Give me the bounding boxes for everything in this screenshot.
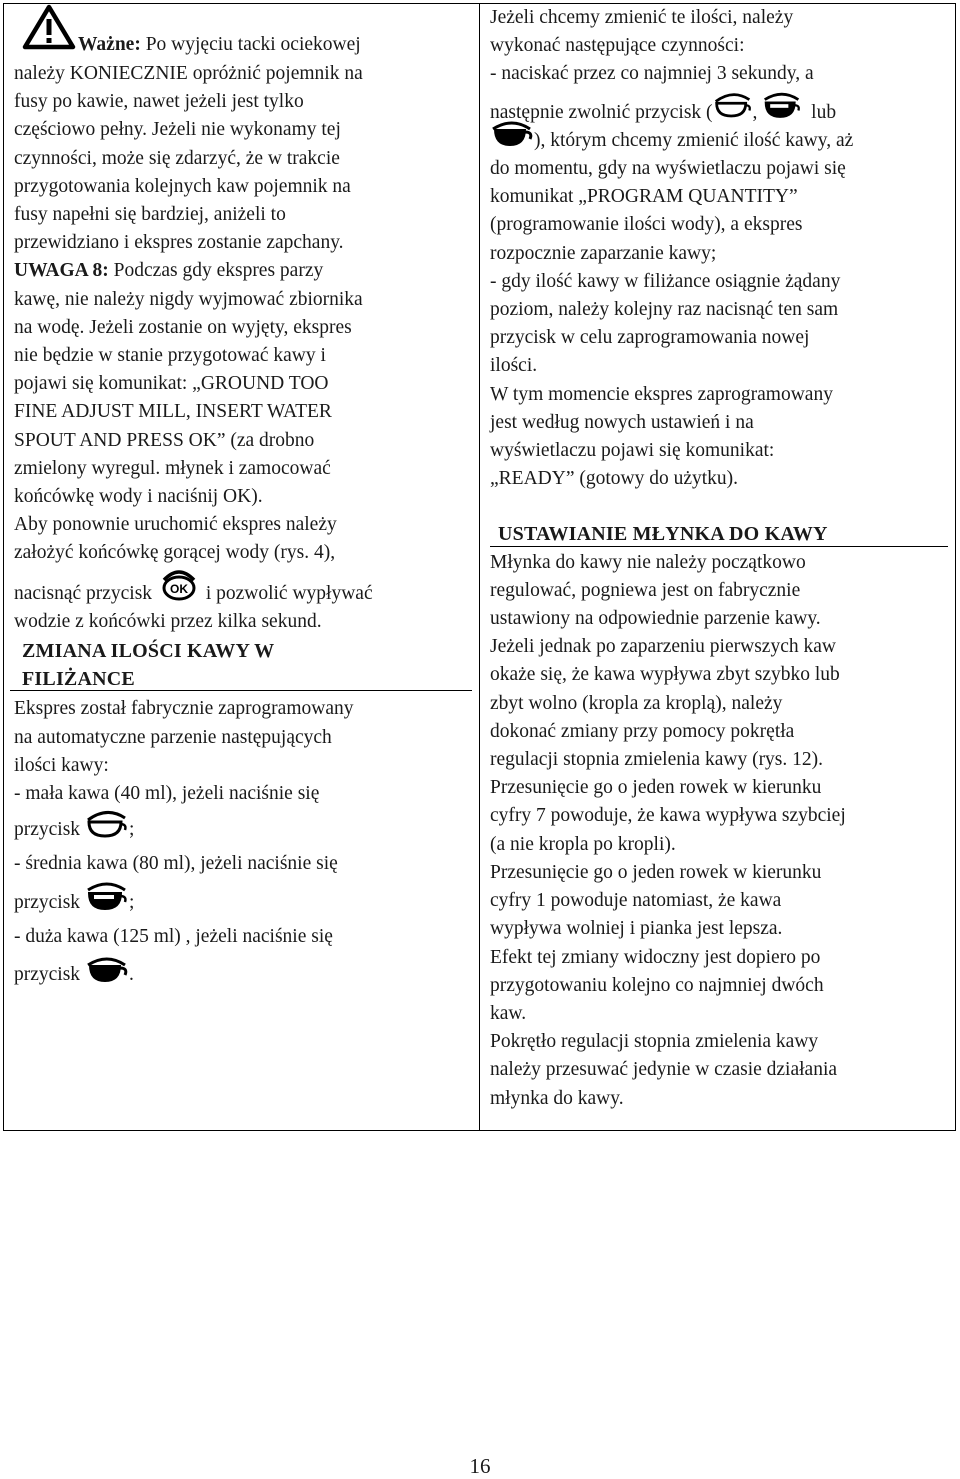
program-text: do momentu, gdy na wyświetlaczu pojawi się <box>490 158 846 180</box>
note-text: końcówkę wody i naciśnij OK). <box>14 486 263 508</box>
note-label: UWAGA 8: <box>14 260 109 282</box>
release-line-2: ), którym chcemy zmienić ilość kawy, aż <box>490 127 950 155</box>
ok-instruction-line-2: wodzie z końcówki przez kilka sekund. <box>14 610 322 632</box>
warning-triangle-icon <box>22 4 76 50</box>
note-first-line: UWAGA 8: Podczas gdy ekspres parzy <box>14 260 324 282</box>
release-line: następnie zwolnić przycisk ( , lub <box>490 99 950 127</box>
mill-text: Pokrętło regulacji stopnia zmielenia kawy <box>490 1031 819 1053</box>
quantity-text: ilości kawy: <box>14 754 109 776</box>
small-coffee-button-line: przycisk ; <box>14 816 472 844</box>
mill-text: Efekt tej zmiany widoczny jest dopiero po <box>490 946 821 968</box>
small-coffee-line: - mała kawa (40 ml), jeżeli naciśnie się <box>14 783 320 805</box>
large-coffee-button-line: przycisk . <box>14 961 472 989</box>
mill-text: zbyt wolno (kropla za kroplą), należy <box>490 692 783 714</box>
large-cup-icon <box>490 119 534 149</box>
mill-text: wypływa wolniej i pianka jest lepsza. <box>490 918 783 940</box>
large-cup-icon <box>85 955 129 985</box>
section-heading-mill: USTAWIANIE MŁYNKA DO KAWY <box>490 520 950 546</box>
medium-cup-icon <box>762 92 802 120</box>
program-text: W tym momencie ekspres zaprogramowany <box>490 383 833 405</box>
program-text: ilości. <box>490 355 538 377</box>
medium-coffee-line: - średnia kawa (80 ml), jeżeli naciśnie się <box>14 853 338 875</box>
ok-icon-text: OK <box>169 582 188 597</box>
left-column <box>14 4 472 989</box>
note-text: założyć końcówkę gorącej wody (rys. 4), <box>14 542 336 564</box>
small-cup-icon <box>85 810 129 840</box>
mill-text: ustawiony na odpowiednie parzenie kawy. <box>490 608 821 630</box>
section-heading-quantity: ZMIANA ILOŚCI KAWY W FILIŻANCE <box>14 637 472 691</box>
warning-first-line: Ważne: Po wyjęciu tacki ociekowej <box>78 34 361 55</box>
warning-text: fusy po kawie, nawet jeżeli jest tylko <box>14 91 304 113</box>
mill-text: Jeżeli jednak po zaparzeniu pierwszych kaw <box>490 636 836 658</box>
large-coffee-line: - duża kawa (125 ml) , jeżeli naciśnie się <box>14 925 333 947</box>
ok-instruction-line: nacisnąć przycisk OK i pozwolić wypływać <box>14 580 472 608</box>
medium-cup-icon <box>85 882 129 912</box>
program-text: (programowanie ilości wody), a ekspres <box>490 214 803 236</box>
note-text: nie będzie w stanie przygotować kawy i <box>14 345 326 367</box>
mill-text: cyfry 7 powoduje, że kawa wypływa szybciej <box>490 805 846 827</box>
intro-text: - naciskać przez co najmniej 3 sekundy, a <box>490 63 814 85</box>
note-text: SPOUT AND PRESS OK” (za drobno <box>14 429 315 451</box>
warning-text: przewidziano i ekspres zostanie zapchany. <box>14 232 344 254</box>
intro-text: wykonać następujące czynności: <box>490 35 745 57</box>
mill-text: (a nie kropla po kropli). <box>490 833 676 855</box>
right-column <box>490 4 950 1113</box>
mill-text: Młynka do kawy nie należy początkowo <box>490 551 806 573</box>
small-cup-icon <box>713 92 753 120</box>
mill-text: Przesunięcie go o jeden rowek w kierunku <box>490 861 822 883</box>
page-number: 16 <box>469 1454 491 1478</box>
ok-button-icon <box>159 570 199 604</box>
warning-text: częściowo pełny. Jeżeli nie wykonamy tej <box>14 119 341 141</box>
mill-text: dokonać zmiany przy pomocy pokrętła <box>490 720 795 742</box>
mill-text: kaw. <box>490 1002 527 1024</box>
note-text: zmielony wyregul. młynek i zamocować <box>14 457 331 479</box>
mill-text: cyfry 1 powoduje natomiast, że kawa <box>490 890 782 912</box>
mill-text: młynka do kawy. <box>490 1087 624 1109</box>
note-text: na wodę. Jeżeli zostanie on wyjęty, ekspres <box>14 316 352 338</box>
warning-label: Ważne: <box>78 34 141 55</box>
note-text: Aby ponownie uruchomić ekspres należy <box>14 514 337 536</box>
mill-text: należy przesuwać jedynie w czasie działania <box>490 1059 838 1081</box>
warning-text: fusy napełni się bardziej, aniżeli to <box>14 204 286 226</box>
mill-text: Przesunięcie go o jeden rowek w kierunku <box>490 777 822 799</box>
warning-text: należy KONIECZNIE opróżnić pojemnik na <box>14 63 363 84</box>
warning-text: czynności, może się zdarzyć, że w trakcie <box>14 147 340 169</box>
warning-text: przygotowania kolejnych kaw pojemnik na <box>14 175 351 197</box>
medium-coffee-button-line: przycisk ; <box>14 889 472 917</box>
mill-text: przygotowaniu kolejno co najmniej dwóch <box>490 974 824 996</box>
program-text: komunikat „PROGRAM QUANTITY” <box>490 186 798 208</box>
column-divider <box>479 3 480 1131</box>
quantity-text: na automatyczne parzenie następujących <box>14 726 332 748</box>
program-text: wyświetlaczu pojawi się komunikat: <box>490 440 775 462</box>
quantity-text: Ekspres został fabrycznie zaprogramowany <box>14 698 354 720</box>
program-text: - gdy ilość kawy w filiżance osiągnie żądany <box>490 270 841 292</box>
note-text: pojawi się komunikat: „GROUND TOO <box>14 373 329 395</box>
program-text: rozpocznie zaparzanie kawy; <box>490 242 717 264</box>
note-text: kawę, nie należy nigdy wyjmować zbiornika <box>14 288 363 310</box>
program-text: przycisk w celu zaprogramowania nowej <box>490 327 810 349</box>
program-text: poziom, należy kolejny raz nacisnąć ten sam <box>490 299 839 321</box>
program-text: „READY” (gotowy do użytku). <box>490 468 739 490</box>
mill-text: regulować, pogniewa jest on fabrycznie <box>490 579 801 601</box>
mill-text: okaże się, że kawa wypływa zbyt szybko lub <box>490 664 840 686</box>
program-text: jest według nowych ustawień i na <box>490 411 754 433</box>
intro-text: Jeżeli chcemy zmienić te ilości, należy <box>490 7 794 28</box>
note-text: FINE ADJUST MILL, INSERT WATER <box>14 401 332 423</box>
mill-text: regulacji stopnia zmielenia kawy (rys. 12). <box>490 749 824 771</box>
